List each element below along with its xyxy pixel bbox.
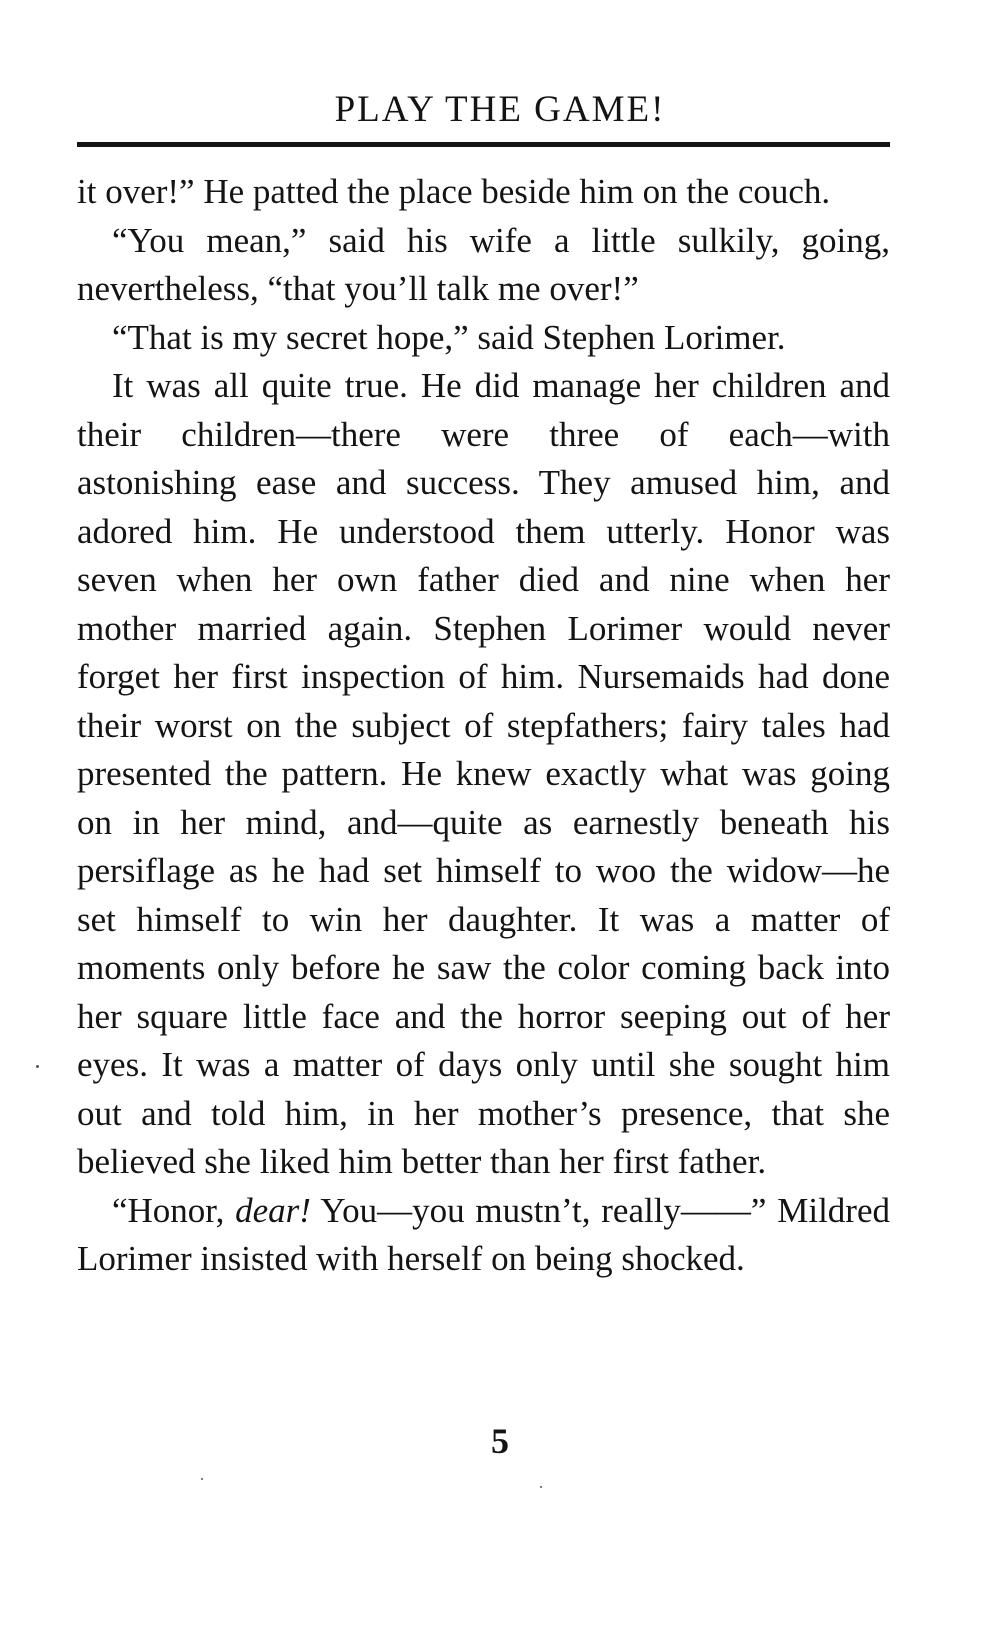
- paragraph: [77, 168, 890, 217]
- text-segment: “You mean,” said his wife a little sulkily, going, nevertheless, “that you’ll talk me over!”: [77, 220, 890, 308]
- paragraph: [77, 314, 890, 363]
- paragraph: [77, 1187, 890, 1284]
- body-text: [77, 168, 890, 1284]
- paragraph: [77, 217, 890, 314]
- print-speck: [540, 1486, 542, 1488]
- running-header: PLAY THE GAME!: [334, 89, 666, 130]
- text-segment: “Honor,: [112, 1190, 236, 1230]
- paragraph: [77, 362, 890, 1187]
- text-segment: it over!” He patted the place beside him on the couch.: [77, 172, 831, 211]
- print-speck: [36, 1065, 39, 1068]
- header-rule: [77, 142, 890, 147]
- print-speck: [201, 1478, 203, 1480]
- text-segment: You—you mustn’t, really——” Mildred Lorimer insisted with herself on being shocked.: [77, 1190, 890, 1278]
- text-segment: It was all quite true. He did manage her children and their children—there were three of each—with astonishing ease and success. They amused him, and adored him. He understood them utterly. Honor was seven when her own father died and nine when her mother married again. Stephen Lorimer would never forget her first inspection of him. Nursemaids had done their worst on the subject of stepfathers; fairy tales had presented the pattern. He knew exactly what was going on in her mind, and—quite as earnestly beneath his persiflage as he had set himself to woo the widow—he set himself to win her daughter. It was a matter of moments only before he saw the color coming back into her square little face and the horror seeping out of her eyes. It was a matter of days only until she sought him out and told him, in her mother’s presence, that she believed she liked him better than her first father.: [77, 366, 890, 1181]
- text-segment: “That is my secret hope,” said Stephen Lorimer.: [112, 317, 786, 357]
- page-number: 5: [491, 1421, 509, 1461]
- italic-text-segment: dear!: [235, 1190, 311, 1230]
